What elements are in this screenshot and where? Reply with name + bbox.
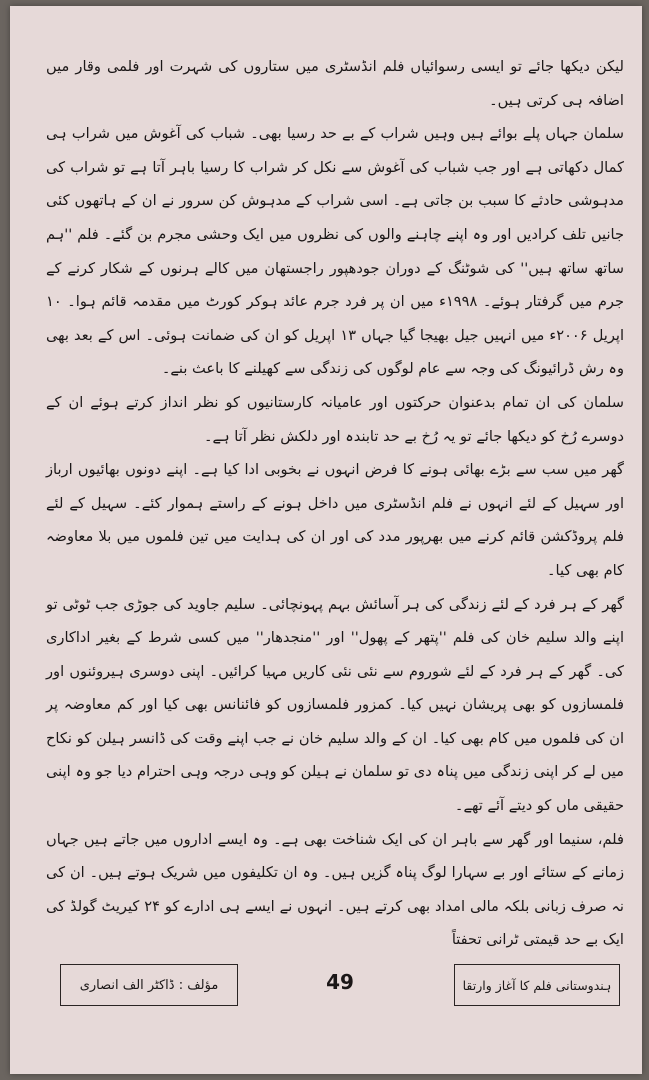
- paragraph-5: گھر کے ہر فرد کے لئے زندگی کی ہر آسائش بہم پہونچائی۔ سلیم جاوید کی جوڑی جب ٹوٹی تو اپنے والد سلیم خان کی فلم ''پتھر کے پھول'' اور ''منجدھار'' میں کسی شرط کے بغیر اداکاری کی۔ گھر کے ہر فرد کے لئے شوروم سے نئی نئی کاریں مہیا کرائیں۔ اپنی دوسری ہیروئنوں اور فلمسازوں کو بھی پریشان نہیں کیا۔ کمزور فلمسازوں کو فائنانس بھی کیا اور کم معاوضہ پر ان کی فلموں میں کام بھی کیا۔ ان کے والد سلیم خان نے جب اپنے وقت کی ڈانسر ہیلن کو نکاح میں لے کر اپنی زندگی میں پناہ دی تو سلمان نے ہیلن کو وہی درجہ وہی احترام دیا جو وہ اپنی حقیقی ماں کو دیتے آئے تھے۔: [46, 595, 624, 815]
- page-footer: [10, 964, 642, 1014]
- body-text: [46, 50, 624, 957]
- author-box: [60, 964, 238, 1006]
- page-number: 49: [326, 970, 354, 994]
- paragraph-3: سلمان کی ان تمام بدعنوان حرکتوں اور عامیانہ کارستانیوں کو نظر انداز کرتے ہوئے ان کے دوسرے رُخ کو دیکھا جائے تو یہ رُخ بے حد تابندہ اور دلکش نظر آتا ہے۔: [46, 393, 624, 445]
- author-label: مؤلف : ڈاکٹر الف انصاری: [79, 977, 219, 993]
- paragraph-2: سلمان جہاں پلے بوائے ہیں وہیں شراب کے بے حد رسیا بھی۔ شباب کی آغوش میں شراب ہی کمال دکھاتی ہے اور جب شباب کی آغوش سے نکل کر شراب کا رسیا باہر آتا ہے تو شراب کی مدہوشی حادثے کا سبب بن جاتی ہے۔ اسی شراب کے مدہوش کن سرور نے ان کے ہاتھوں کئی جانیں تلف کرادیں اور وہ اپنے چاہنے والوں کی نظروں میں ایک وحشی مجرم بن گئے۔ فلم ''ہم ساتھ ساتھ ہیں'' کی شوٹنگ کے دوران جودھپور راجستھان میں کالے ہرنوں کے شکار کرنے کے جرم میں گرفتار ہوئے۔ ۱۹۹۸ء میں ان پر فرد جرم عائد ہوکر کورٹ میں مقدمہ قائم ہوا۔ ۱۰ اپریل ۲۰۰۶ء میں انہیں جیل بھیجا گیا جہاں ۱۳ اپریل کو ان کی ضمانت ہوئی۔ اس کے بعد بھی وہ رش ڈرائیونگ کی وجہ سے عام لوگوں کی زندگی سے کھیلنے کا باعث بنے۔: [46, 125, 624, 378]
- paragraph-6: فلم، سنیما اور گھر سے باہر ان کی ایک شناخت بھی ہے۔ وہ ایسے اداروں میں جاتے ہیں جہاں زمانے کے ستائے اور بے سہارا لوگ پناہ گزیں ہیں۔ وہ ان تکلیفوں میں شریک ہوتے ہیں۔ ان کی نہ صرف زبانی بلکہ مالی امداد بھی کرتے ہیں۔ انہوں نے ایسے ہی ادارے کو ۲۴ کیریٹ گولڈ کی ایک بے حد قیمتی ٹرانی تحفتاً: [46, 830, 624, 949]
- book-title-box: [454, 964, 620, 1006]
- paragraph-1: لیکن دیکھا جائے تو ایسی رسوائیاں فلم انڈسٹری میں ستاروں کی شہرت اور فلمی وقار میں اضافہ ہی کرتی ہیں۔: [46, 58, 624, 109]
- paragraph-4: گھر میں سب سے بڑے بھائی ہونے کا فرض انہوں نے بخوبی ادا کیا ہے۔ اپنے دونوں بھائیوں ارباز اور سہیل کے لئے انہوں نے فلم انڈسٹری میں داخل ہونے کے راستے ہموار کئے۔ سہیل کے لئے فلم پروڈکشن قائم کرنے میں بھرپور مدد کی اور ان کی ہدایت میں تین فلموں میں بلا معاوضہ کام بھی کیا۔: [46, 461, 624, 579]
- document-page: [10, 6, 642, 1074]
- book-title-label: ہندوستانی فلم کا آغاز وارتقا: [462, 977, 612, 993]
